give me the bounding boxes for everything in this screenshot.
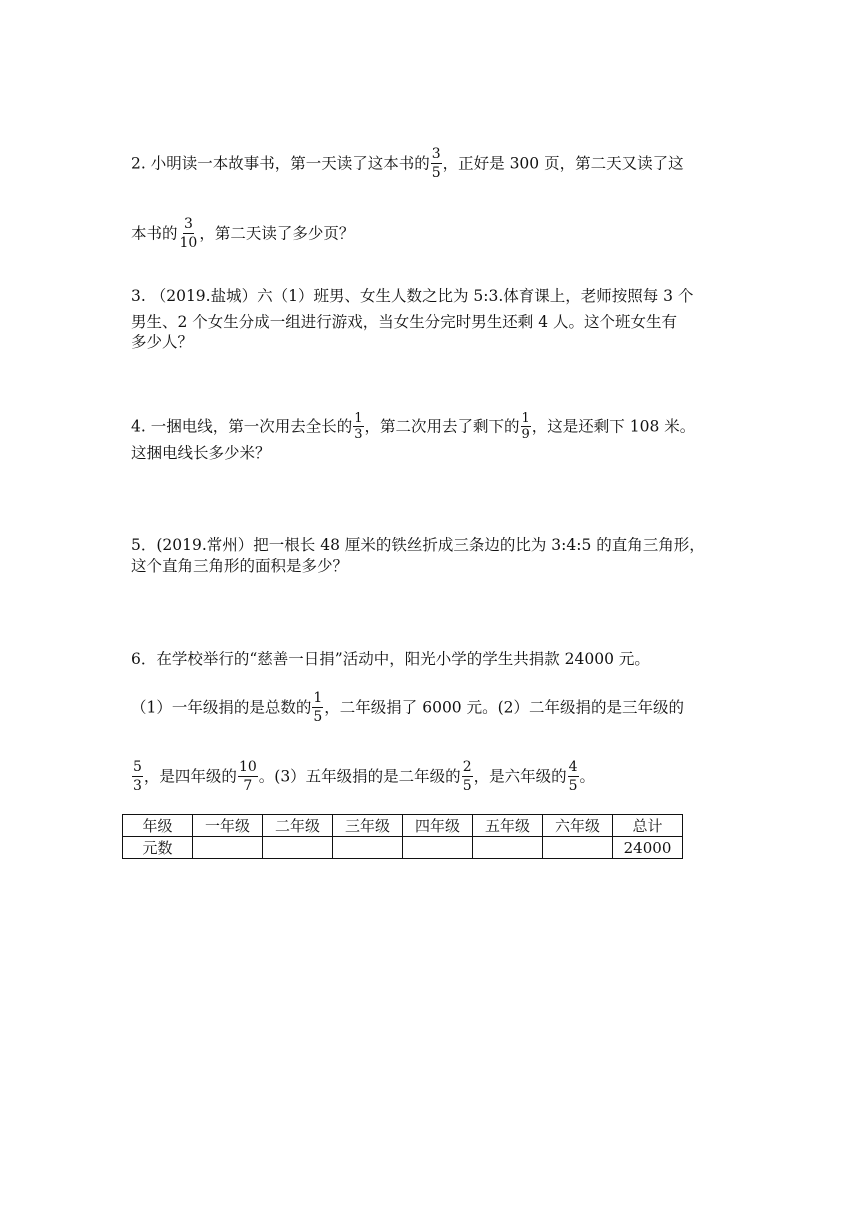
q2-line2 [131,217,354,252]
q2-text: 2. 小明读一本故事书，第一天读了这本书的 [131,154,430,173]
table-header-cell: 四年级 [403,815,473,837]
q5-line2: 这个直角三角形的面积是多少？ [131,557,349,575]
fraction [462,759,473,794]
fraction [353,412,363,441]
table-cell [193,837,263,859]
q4-text: ，这是还剩下 108 米。 [531,417,696,436]
fraction-numerator: 3 [431,146,441,162]
table-cell [403,837,473,859]
table-cell: 元数 [123,837,193,859]
table-header-cell: 五年级 [473,815,543,837]
table-header-cell: 年级 [123,815,193,837]
fraction-numerator: 1 [313,690,323,706]
fraction-numerator: 1 [521,411,530,426]
table-cell: 24000 [613,837,683,859]
fraction-denominator: 3 [133,778,142,794]
q3-line1: 3. （2019.盐城）六（1）班男、女生人数之比为 5:3.体育课上，老师按照每 3 个 [131,287,694,305]
table-header-cell: 一年级 [193,815,263,837]
table-cell [333,837,403,859]
q6-line3 [131,760,595,795]
fraction-denominator: 5 [568,778,578,794]
fraction-denominator: 3 [354,427,363,442]
table-cell [263,837,333,859]
fraction-numerator: 1 [354,411,363,426]
fraction [179,216,199,251]
fraction [568,759,579,794]
q3-line3: 多少人？ [131,333,194,351]
table-header-cell: 二年级 [263,815,333,837]
fraction [431,146,442,181]
table-cell [473,837,543,859]
fraction-numerator: 4 [568,759,578,775]
q6-text: 。 [579,767,596,786]
q2-text: ，第二天读了多少页？ [199,224,355,243]
fraction [521,412,531,441]
fraction [132,759,143,794]
q6-text: 。(3）五年级捐的是二年级的 [258,767,461,786]
q4-text: 4. 一捆电线，第一次用去全长的 [131,417,353,436]
q4-text: ，第二次用去了剩下的 [364,417,520,436]
fraction-denominator: 5 [431,165,441,181]
q6-line1: 6．在学校举行的“慈善一日捐”活动中，阳光小学的学生共捐款 24000 元。 [131,650,650,668]
q6-text: （1）一年级捐的是总数的 [131,698,312,717]
table-header-cell: 六年级 [543,815,613,837]
q6-text: ，二年级捐了 6000 元。(2）二年级捐的是三年级的 [324,698,685,717]
q6-line2 [131,691,684,726]
q3-line2: 男生、2 个女生分成一组进行游戏，当女生分完时男生还剩 4 人。这个班女生有 [131,313,678,331]
table-cell [543,837,613,859]
fraction-numerator: 3 [183,216,193,232]
fraction-numerator: 10 [238,759,257,775]
fraction [312,690,323,725]
donation-table [122,814,683,859]
fraction-denominator: 5 [313,709,323,725]
table-header-cell: 三年级 [333,815,403,837]
q2-line1 [131,147,684,182]
fraction-denominator: 10 [179,235,198,251]
q6-text: ，是六年级的 [473,767,567,786]
table-row [123,837,683,859]
q2-text: ，正好是 300 页，第二天又读了这 [442,154,684,173]
q5-line1: 5．(2019.常州）把一根长 48 厘米的铁丝折成三条边的比为 3:4:5 的直角三角形， [131,536,705,554]
fraction-numerator: 5 [133,759,142,775]
q4-line1 [131,413,695,442]
q4-line2: 这捆电线长多少米？ [131,444,271,462]
q6-text: ，是四年级的 [143,767,237,786]
fraction-denominator: 9 [521,427,530,442]
q2-text: 本书的 [131,224,178,243]
fraction-numerator: 2 [462,759,472,775]
table-header-row [123,815,683,837]
fraction-denominator: 7 [243,778,253,794]
fraction [238,759,258,794]
fraction-denominator: 5 [462,778,472,794]
table-header-cell: 总计 [613,815,683,837]
